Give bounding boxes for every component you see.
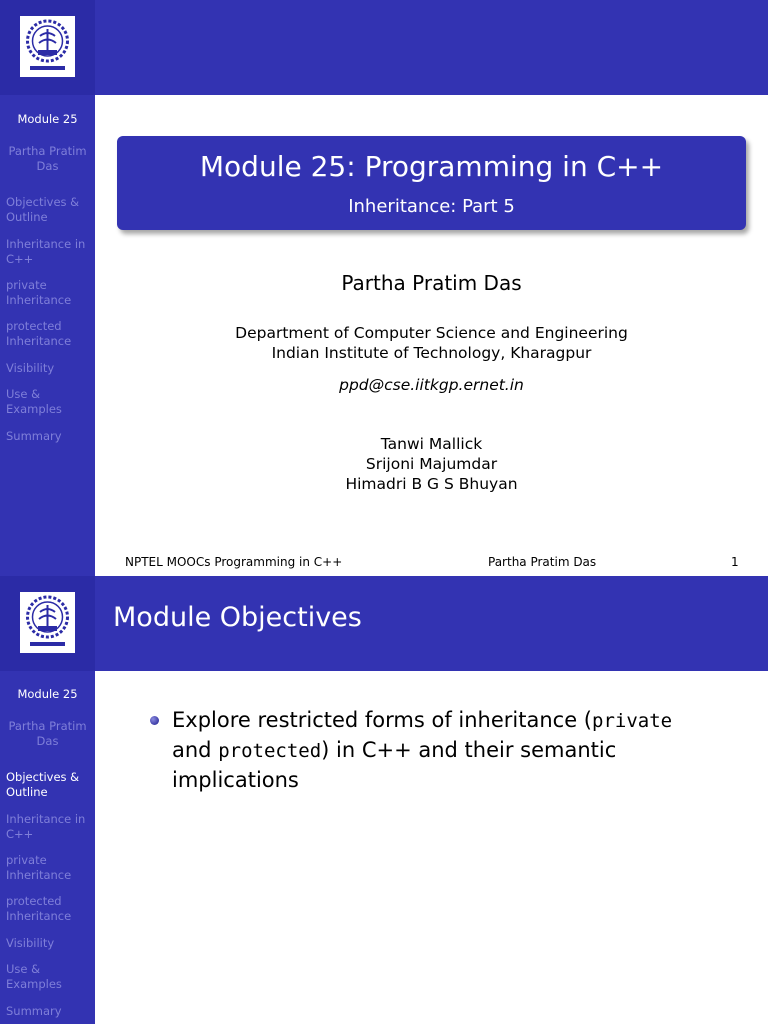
sidebar-item-module[interactable]: Module 25 [17, 687, 78, 701]
sidebar-item-code: private [6, 278, 47, 292]
sidebar-item-author[interactable]: Partha Pratim Das [8, 719, 87, 748]
contributor: Himadri B G S Bhuyan [345, 475, 518, 493]
sidebar-item-module[interactable]: Module 25 [17, 112, 78, 126]
footer-author: Partha Pratim Das [488, 555, 597, 569]
header-bar [95, 576, 768, 671]
sidebar-item-objectives[interactable]: Objectives & Outline [6, 195, 80, 224]
sidebar [0, 0, 95, 576]
bullet-text: Explore restricted forms of inheritance ( [172, 708, 592, 732]
objectives-slide [0, 576, 768, 1024]
author-email[interactable]: ppd@cse.iitkgp.ernet.in [339, 376, 524, 394]
iit-kharagpur-logo-icon [20, 16, 75, 77]
sidebar-item-label: Inheritance [6, 909, 72, 923]
list-item [150, 706, 710, 795]
footer-course: NPTEL MOOCs Programming in C++ [125, 555, 343, 569]
sidebar-item-private-inheritance[interactable] [6, 278, 92, 308]
logo-area [0, 0, 95, 95]
institute: Indian Institute of Technology, Kharagpur [271, 344, 592, 362]
sidebar-item-summary[interactable]: Summary [6, 429, 62, 443]
contributor: Srijoni Majumdar [365, 455, 498, 473]
code-keyword: private [592, 710, 673, 732]
sidebar-item-label: Inheritance [6, 868, 72, 882]
bullet-text: and [172, 738, 219, 762]
sidebar-item-label: Inheritance [6, 293, 72, 307]
sidebar-item-objectives[interactable]: Objectives & Outline [6, 770, 80, 799]
bullet-list [150, 706, 710, 795]
title-box [117, 136, 746, 230]
slide-title: Module 25: Programming in C++ [199, 150, 664, 183]
slide-title: Module Objectives [113, 602, 362, 633]
sidebar-item-inheritance[interactable]: Inheritance in C++ [6, 237, 86, 266]
header-bar [95, 0, 768, 95]
sidebar-item-label: Inheritance [6, 334, 72, 348]
iit-kharagpur-logo-icon [20, 592, 75, 653]
sidebar-item-protected-inheritance[interactable] [6, 894, 92, 924]
sidebar-item-summary[interactable]: Summary [6, 1004, 62, 1018]
author-name: Partha Pratim Das [341, 271, 522, 295]
sidebar-item-use-examples[interactable]: Use & Examples [6, 387, 62, 416]
sidebar-item-author[interactable]: Partha Pratim Das [8, 144, 87, 173]
sidebar [0, 576, 95, 1024]
contributors [95, 434, 768, 494]
sidebar-item-visibility[interactable]: Visibility [6, 936, 55, 950]
code-keyword: protected [218, 740, 322, 762]
bullet-text: ) in C++ and their semantic implications [172, 738, 617, 792]
footer-page-number: 1 [731, 555, 739, 569]
sidebar-item-visibility[interactable]: Visibility [6, 361, 55, 375]
sidebar-item-code: private [6, 853, 47, 867]
sidebar-item-code: protected [6, 894, 62, 908]
affiliation [95, 323, 768, 363]
sidebar-item-protected-inheritance[interactable] [6, 319, 92, 349]
contributor: Tanwi Mallick [380, 435, 483, 453]
sidebar-item-code: protected [6, 319, 62, 333]
sidebar-item-use-examples[interactable]: Use & Examples [6, 962, 62, 991]
logo-area [0, 576, 95, 671]
sidebar-item-inheritance[interactable]: Inheritance in C++ [6, 812, 86, 841]
department: Department of Computer Science and Engineering [235, 324, 628, 342]
sidebar-item-private-inheritance[interactable] [6, 853, 92, 883]
bullet-icon [150, 716, 159, 725]
slide-subtitle: Inheritance: Part 5 [348, 196, 515, 217]
